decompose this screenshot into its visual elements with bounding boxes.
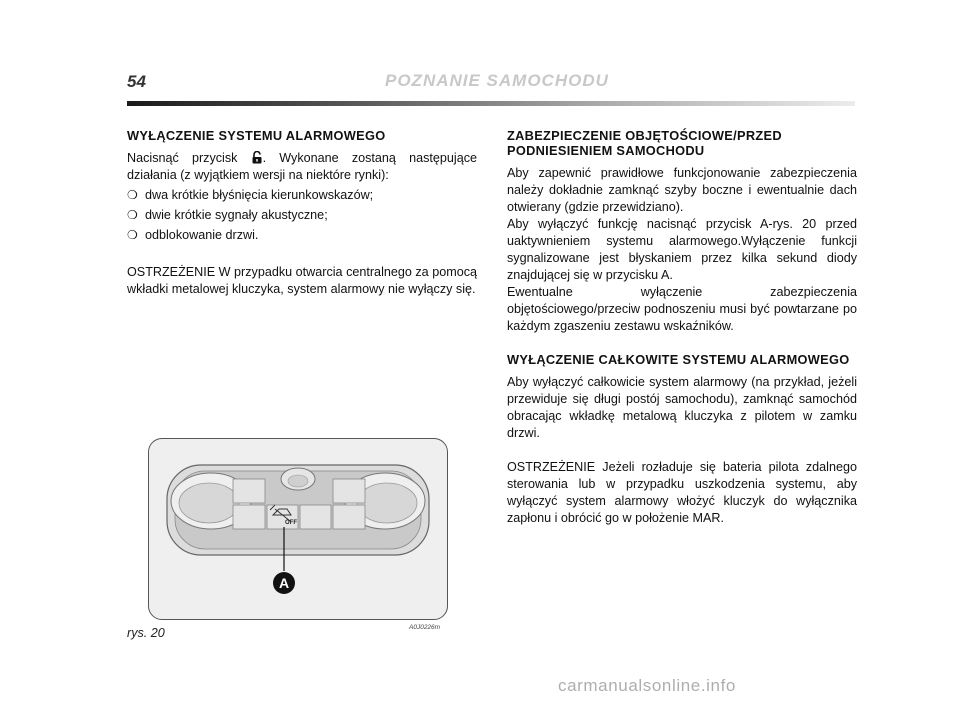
left-column — [127, 128, 477, 298]
section-title: POZNANIE SAMOCHODU — [385, 71, 609, 90]
warning-paragraph: OSTRZEŻENIE W przypadku otwarcia centralnego za pomocą wkładki metalowej kluczyka, system alarmowy nie wyłączy się. — [127, 265, 477, 296]
page-number: 54 — [127, 72, 146, 91]
paragraph: Ewentualne wyłączenie zabezpieczenia objętościowego/przeciw podnoszeniu musi być powtarzane po każdym zgaszeniu zestawu wskaźników. — [507, 285, 857, 333]
list-item: ❍ dwa krótkie błyśnięcia kierunkowskazów; — [127, 188, 374, 202]
paragraph: Aby wyłączyć całkowicie system alarmowy (na przykład, jeżeli przewiduje się długi postój samochodu), zamknąć samochód obracając wkładkę metalową kluczyka z pilotem w zamku drzwi. — [507, 375, 857, 440]
lock-open-icon — [252, 151, 262, 164]
header-rule — [127, 101, 855, 106]
bullet-mark: ❍ — [127, 228, 138, 242]
heading-volumetric-protection: ZABEZPIECZENIE OBJĘTOŚCIOWE/PRZED PODNIESIENIEM SAMOCHODU — [507, 128, 782, 158]
list-item: ❍ odblokowanie drzwi. — [127, 228, 259, 242]
figure-ceiling-console — [148, 438, 448, 620]
warning-paragraph: OSTRZEŻENIE Jeżeli rozładuje się bateria pilota zdalnego sterowania lub w przypadku uszkodzenia systemu, aby wyłączyć system alarmowy włożyć kluczyk do wyłącznika zapłonu i obrócić go w położenie MAR. — [507, 460, 857, 525]
paragraph: Aby wyłączyć funkcję nacisnąć przycisk A-rys. 20 przed uaktywnieniem systemu alarmowego.Wyłączenie funkcji sygnalizowane jest błyskaniem przez kilka sekund diody znajdującej się w przycisku A. — [507, 217, 857, 282]
callout-letter: A — [278, 575, 290, 591]
bullet-mark: ❍ — [127, 188, 138, 202]
bullet-mark: ❍ — [127, 208, 138, 222]
intro-paragraph: Nacisnąć przycisk . Wykonane zostaną następujące działania (z wyjątkiem wersji na niektóre rynki): — [127, 151, 478, 182]
figure-caption: rys. 20 — [127, 626, 165, 640]
figure-code: A0J0226m — [409, 624, 441, 631]
ceiling-console-illustration — [149, 439, 447, 619]
paragraph: Aby zapewnić prawidłowe funkcjonowanie zabezpieczenia należy dokładnie zamknąć szyby boczne i ewentualnie dach otwierany (gdzie przewidziano). — [507, 166, 857, 214]
heading-alarm-off: WYŁĄCZENIE SYSTEMU ALARMOWEGO — [127, 128, 386, 143]
watermark[interactable]: carmanualsonline.info — [558, 676, 736, 695]
list-item: ❍ dwie krótkie sygnały akustyczne; — [127, 208, 328, 222]
heading-total-alarm-off: WYŁĄCZENIE CAŁKOWITE SYSTEMU ALARMOWEGO — [507, 352, 850, 367]
off-label: OFF — [285, 520, 297, 526]
right-column — [507, 128, 857, 527]
